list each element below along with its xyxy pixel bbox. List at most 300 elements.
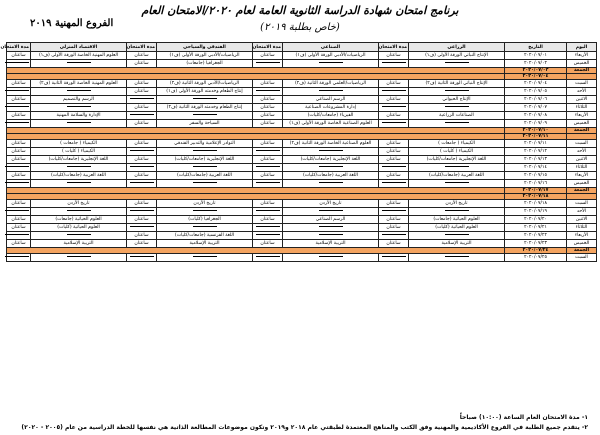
cell-d4: ساعتان bbox=[7, 140, 31, 148]
cell-agri: العلوم الحياتية (جامعات) bbox=[409, 216, 505, 224]
branch-label: الفروع المهنية ٢٠١٩ bbox=[30, 18, 114, 29]
cell-d3: ساعتان bbox=[127, 216, 157, 224]
cell-d2 bbox=[253, 224, 283, 232]
cell-home: الكيمياء ( كليات ) bbox=[31, 148, 127, 156]
table-header-row bbox=[7, 43, 597, 52]
cell-d1: ساعتان bbox=[379, 80, 409, 88]
cell-d3 bbox=[127, 164, 157, 172]
cell-ind bbox=[283, 180, 379, 188]
empty-dash bbox=[382, 234, 406, 235]
cell-d1: ساعتان bbox=[379, 140, 409, 148]
cell-date: ٢٠٢٠/٠٧/٠٢ bbox=[505, 60, 567, 68]
cell-agri: تاريخ الأردن bbox=[409, 200, 505, 208]
empty-dash bbox=[5, 62, 29, 63]
cell-d3 bbox=[127, 254, 157, 262]
cell-d1 bbox=[379, 60, 409, 68]
cell-home bbox=[31, 164, 127, 172]
cell-ind bbox=[283, 254, 379, 262]
cell-day: السبت bbox=[567, 200, 597, 208]
cell-date: ٢٠٢٠/٠٧/١٨ bbox=[505, 200, 567, 208]
cell-date: ٢٠٢٠/٠٧/٠٦ bbox=[505, 96, 567, 104]
empty-dash bbox=[67, 234, 91, 235]
empty-dash bbox=[193, 226, 217, 227]
cell-hotel: الرياضيات/الأدبي الورقة الأولى (ف١) bbox=[157, 52, 253, 60]
cell-d2 bbox=[253, 208, 283, 216]
cell-day: الثلاثاء bbox=[567, 224, 597, 232]
column-header: الزراعي bbox=[409, 43, 505, 52]
cell-hotel bbox=[157, 112, 253, 120]
empty-dash bbox=[256, 182, 280, 183]
separator-date: ٢٠٢٠/٠٧/٠٤ bbox=[505, 74, 567, 80]
cell-ind bbox=[283, 88, 379, 96]
cell-hotel: التربية الإسلامية bbox=[157, 240, 253, 248]
separator-date: ٢٠٢٠/٠٧/١١ bbox=[505, 134, 567, 140]
cell-home: تاريخ الأردن bbox=[31, 200, 127, 208]
cell-d1 bbox=[379, 120, 409, 128]
cell-d4: ساعتان bbox=[7, 172, 31, 180]
empty-dash bbox=[445, 90, 469, 91]
column-header: الاقتصاد المنزلي bbox=[31, 43, 127, 52]
empty-dash bbox=[5, 166, 29, 167]
cell-home bbox=[31, 120, 127, 128]
cell-date: ٢٠٢٠/٠٧/٠٨ bbox=[505, 112, 567, 120]
table-row bbox=[7, 104, 597, 112]
cell-day: الأربعاء bbox=[567, 172, 597, 180]
empty-dash bbox=[445, 166, 469, 167]
empty-dash bbox=[130, 210, 154, 211]
empty-dash bbox=[319, 256, 343, 257]
cell-ind: إدارة المشروعات الصناعية bbox=[283, 104, 379, 112]
cell-d2: ساعتان bbox=[253, 104, 283, 112]
cell-d1 bbox=[379, 254, 409, 262]
cell-d4: ساعتان bbox=[7, 52, 31, 60]
separator-day: الجمعة bbox=[567, 128, 597, 134]
cell-agri: الإنتاج الحيواني bbox=[409, 96, 505, 104]
cell-d4: ساعتان bbox=[7, 224, 31, 232]
cell-date: ٢٠٢٠/٠٧/١٥ bbox=[505, 172, 567, 180]
cell-hotel: الجغرافيا (جامعات) bbox=[157, 60, 253, 68]
cell-home: الكيمياء ( جامعات ) bbox=[31, 140, 127, 148]
empty-dash bbox=[256, 62, 280, 63]
cell-day: الأحد bbox=[567, 208, 597, 216]
cell-home: التربية الإسلامية bbox=[31, 240, 127, 248]
cell-hotel: السياحة والسفر bbox=[157, 120, 253, 128]
cell-d4: ساعتان bbox=[7, 240, 31, 248]
cell-d2: ساعتان bbox=[253, 216, 283, 224]
table-row bbox=[7, 112, 597, 120]
cell-ind bbox=[283, 232, 379, 240]
cell-hotel: الرياضيات/الأدبي الورقة الثانية (ف٢) bbox=[157, 80, 253, 88]
cell-date: ٢٠٢٠/٠٧/٢١ bbox=[505, 224, 567, 232]
cell-hotel bbox=[157, 254, 253, 262]
cell-d4 bbox=[7, 180, 31, 188]
empty-dash bbox=[445, 256, 469, 257]
empty-dash bbox=[445, 182, 469, 183]
cell-ind bbox=[283, 60, 379, 68]
cell-hotel: تاريخ الأردن bbox=[157, 200, 253, 208]
cell-d1: ساعتان bbox=[379, 96, 409, 104]
empty-dash bbox=[382, 122, 406, 123]
cell-ind: تاريخ الأردن bbox=[283, 200, 379, 208]
cell-d4 bbox=[7, 254, 31, 262]
cell-hotel: اللغة العربية (جامعات/كليات) bbox=[157, 172, 253, 180]
cell-d2: ساعتان bbox=[253, 96, 283, 104]
cell-agri: الإنتاج النباتي الورقة الثانية (ف٢) bbox=[409, 80, 505, 88]
column-header: مدة الامتحان bbox=[378, 44, 407, 50]
cell-day: الأربعاء bbox=[567, 232, 597, 240]
column-header: مدة الامتحان bbox=[0, 44, 29, 50]
cell-ind: الرسم الصناعي bbox=[283, 96, 379, 104]
separator-date: ٢٠٢٠/٠٧/٠٣ bbox=[505, 68, 567, 74]
empty-dash bbox=[382, 256, 406, 257]
empty-dash bbox=[5, 256, 29, 257]
cell-d4 bbox=[7, 232, 31, 240]
cell-d3: ساعتان bbox=[127, 156, 157, 164]
cell-date: ٢٠٢٠/٠٧/٠٤ bbox=[505, 80, 567, 88]
empty-dash bbox=[130, 226, 154, 227]
empty-dash bbox=[130, 150, 154, 151]
cell-hotel bbox=[157, 224, 253, 232]
cell-d4 bbox=[7, 120, 31, 128]
cell-date: ٢٠٢٠/٠٧/١٤ bbox=[505, 164, 567, 172]
cell-day: الخميس bbox=[567, 120, 597, 128]
cell-home bbox=[31, 208, 127, 216]
cell-d4 bbox=[7, 88, 31, 96]
cell-d4: ساعتان bbox=[7, 148, 31, 156]
cell-d2: ساعتان bbox=[253, 52, 283, 60]
table-row bbox=[7, 60, 597, 68]
empty-dash bbox=[319, 166, 343, 167]
empty-dash bbox=[193, 114, 217, 115]
empty-dash bbox=[5, 182, 29, 183]
empty-dash bbox=[193, 166, 217, 167]
cell-home: الإدارة والسلامة المهنية bbox=[31, 112, 127, 120]
empty-dash bbox=[67, 182, 91, 183]
cell-d3: ساعتان bbox=[127, 172, 157, 180]
cell-d2 bbox=[253, 88, 283, 96]
empty-dash bbox=[445, 234, 469, 235]
empty-dash bbox=[67, 62, 91, 63]
cell-d4 bbox=[7, 60, 31, 68]
cell-day: السبت bbox=[567, 140, 597, 148]
table-row bbox=[7, 164, 597, 172]
cell-agri bbox=[409, 254, 505, 262]
cell-d3: ساعتان bbox=[127, 104, 157, 112]
cell-d3 bbox=[127, 112, 157, 120]
cell-d2: ساعتان bbox=[253, 172, 283, 180]
cell-ind: الرياضيات/العلمي الورقة الثانية (ف٢) bbox=[283, 80, 379, 88]
empty-dash bbox=[256, 256, 280, 257]
cell-d1 bbox=[379, 164, 409, 172]
empty-dash bbox=[382, 62, 406, 63]
cell-day: الأربعاء bbox=[567, 112, 597, 120]
empty-dash bbox=[5, 234, 29, 235]
note-1: ١- مدة الامتحان العام الساعة (١٠:٠٠) صباحاً bbox=[459, 414, 588, 421]
cell-day: الثلاثاء bbox=[567, 164, 597, 172]
cell-day: الاثنين bbox=[567, 96, 597, 104]
empty-dash bbox=[319, 226, 343, 227]
table-row bbox=[7, 96, 597, 104]
cell-home bbox=[31, 180, 127, 188]
empty-dash bbox=[382, 90, 406, 91]
empty-dash bbox=[130, 166, 154, 167]
cell-hotel bbox=[157, 208, 253, 216]
empty-dash bbox=[130, 182, 154, 183]
cell-ind: الرياضيات/الأدبي الورقة الأولى (ف١) bbox=[283, 52, 379, 60]
empty-dash bbox=[319, 90, 343, 91]
cell-d3: ساعتان bbox=[127, 60, 157, 68]
separator-day: الجمعة bbox=[567, 248, 597, 254]
cell-ind: العلوم الصناعية الخاصة الورقة الأولى (ف١) bbox=[283, 120, 379, 128]
cell-date: ٢٠٢٠/٠٧/١٣ bbox=[505, 156, 567, 164]
table-row bbox=[7, 224, 597, 232]
cell-ind: العلوم الصناعية الخاصة الورقة الثانية (ف٢) bbox=[283, 140, 379, 148]
cell-agri bbox=[409, 232, 505, 240]
cell-ind: الفيزياء (جامعات/كليات) bbox=[283, 112, 379, 120]
empty-dash bbox=[67, 122, 91, 123]
table-row bbox=[7, 172, 597, 180]
cell-day: الاثنين bbox=[567, 156, 597, 164]
empty-dash bbox=[445, 122, 469, 123]
empty-dash bbox=[445, 210, 469, 211]
cell-home bbox=[31, 88, 127, 96]
cell-d2 bbox=[253, 60, 283, 68]
empty-dash bbox=[382, 166, 406, 167]
table-row bbox=[7, 208, 597, 216]
table-row bbox=[7, 140, 597, 148]
cell-d3: ساعتان bbox=[127, 240, 157, 248]
empty-dash bbox=[193, 98, 217, 99]
table-row bbox=[7, 200, 597, 208]
cell-d3: ساعتان bbox=[127, 140, 157, 148]
cell-d1 bbox=[379, 180, 409, 188]
cell-hotel: إنتاج الطعام وخدمته الورقة الثانية (ف٢) bbox=[157, 104, 253, 112]
cell-ind: اللغة الإنجليزية (جامعات/كليات) bbox=[283, 156, 379, 164]
cell-d4: ساعتان bbox=[7, 112, 31, 120]
cell-hotel bbox=[157, 96, 253, 104]
cell-agri bbox=[409, 180, 505, 188]
table-row bbox=[7, 148, 597, 156]
empty-dash bbox=[130, 114, 154, 115]
cell-day: الخميس bbox=[567, 240, 597, 248]
cell-date: ٢٠٢٠/٠٧/٠٩ bbox=[505, 120, 567, 128]
cell-date: ٢٠٢٠/٠٧/٠٧ bbox=[505, 104, 567, 112]
cell-d2: ساعتان bbox=[253, 112, 283, 120]
empty-dash bbox=[445, 106, 469, 107]
cell-date: ٢٠٢٠/٠٧/١١ bbox=[505, 140, 567, 148]
cell-d1: ساعتان bbox=[379, 240, 409, 248]
cell-hotel: اللغة الفرنسية (جامعات/كليات) bbox=[157, 232, 253, 240]
cell-day: السبت bbox=[567, 80, 597, 88]
cell-agri: الكيمياء ( جامعات ) bbox=[409, 140, 505, 148]
empty-dash bbox=[67, 106, 91, 107]
cell-hotel: إنتاج الطعام وخدمته الورقة الأولى (ف١) bbox=[157, 88, 253, 96]
cell-d1 bbox=[379, 232, 409, 240]
empty-dash bbox=[193, 150, 217, 151]
cell-d3: ساعتان bbox=[127, 120, 157, 128]
cell-hotel: التوادر الإعلامية والتدبير الفندقي bbox=[157, 140, 253, 148]
empty-dash bbox=[256, 90, 280, 91]
exam-schedule-table bbox=[0, 42, 597, 262]
cell-d1: ساعتان bbox=[379, 200, 409, 208]
cell-hotel: الجغرافيا (كليات) bbox=[157, 216, 253, 224]
cell-home: العلوم الحياتية (كليات) bbox=[31, 224, 127, 232]
separator-day: الجمعة bbox=[567, 188, 597, 194]
empty-dash bbox=[256, 226, 280, 227]
cell-agri: اللغة العربية (جامعات/كليات) bbox=[409, 172, 505, 180]
empty-dash bbox=[5, 210, 29, 211]
empty-dash bbox=[256, 166, 280, 167]
note-2: ٢- يتقدم جميع الطلبة في الفروع الأكاديمية والمهنية وفق الكتب والمناهج المعتمدة لطبقتي عام ٢٠١٨ و٢٠١٩ وتكون موضوعات المطالعة الذاتية هي نفسها للخطة الدراسية من عام (٢٠٠٥ - ٢٠٢٠) bbox=[21, 424, 588, 431]
cell-d4: ساعتان bbox=[7, 216, 31, 224]
cell-d4: ساعتان bbox=[7, 200, 31, 208]
empty-dash bbox=[319, 182, 343, 183]
column-header: الصناعي bbox=[283, 43, 379, 52]
table-row bbox=[7, 254, 597, 262]
cell-d2: ساعتان bbox=[253, 200, 283, 208]
cell-agri: الإنتاج النباتي الورقة الأولى (ف١) bbox=[409, 52, 505, 60]
cell-d1: ساعتان bbox=[379, 172, 409, 180]
table-row bbox=[7, 52, 597, 60]
separator-date: ٢٠٢٠/٠٧/٢٤ bbox=[505, 248, 567, 254]
cell-d1: ساعتان bbox=[379, 148, 409, 156]
empty-dash bbox=[193, 256, 217, 257]
cell-d3 bbox=[127, 96, 157, 104]
cell-date: ٢٠٢٠/٠٧/٢٣ bbox=[505, 240, 567, 248]
cell-d3: ساعتان bbox=[127, 80, 157, 88]
empty-dash bbox=[445, 62, 469, 63]
table-row bbox=[7, 156, 597, 164]
column-header: التاريخ bbox=[505, 43, 567, 52]
cell-d1 bbox=[379, 104, 409, 112]
cell-ind: اللغة العربية (جامعات/كليات) bbox=[283, 172, 379, 180]
cell-agri bbox=[409, 120, 505, 128]
empty-dash bbox=[193, 210, 217, 211]
cell-agri: الكيمياء ( كليات ) bbox=[409, 148, 505, 156]
cell-home: اللغة العربية (جامعات/كليات) bbox=[31, 172, 127, 180]
cell-d2 bbox=[253, 232, 283, 240]
cell-d1: ساعتان bbox=[379, 52, 409, 60]
page-title: برنامج امتحان شهادة الدراسة الثانوية العامة لعام ٢٠٢٠/الامتحان العام bbox=[141, 4, 459, 17]
cell-agri bbox=[409, 88, 505, 96]
cell-home: اللغة الإنجليزية (جامعات/كليات) bbox=[31, 156, 127, 164]
cell-agri bbox=[409, 208, 505, 216]
empty-dash bbox=[319, 62, 343, 63]
cell-date: ٢٠٢٠/٠٧/٢٥ bbox=[505, 254, 567, 262]
cell-d2: ساعتان bbox=[253, 80, 283, 88]
cell-hotel bbox=[157, 148, 253, 156]
table-row bbox=[7, 216, 597, 224]
cell-date: ٢٠٢٠/٠٧/١٩ bbox=[505, 208, 567, 216]
empty-dash bbox=[382, 182, 406, 183]
cell-d1: ساعتان bbox=[379, 216, 409, 224]
cell-date: ٢٠٢٠/٠٧/٠١ bbox=[505, 52, 567, 60]
cell-ind bbox=[283, 208, 379, 216]
cell-d1: ساعتان bbox=[379, 156, 409, 164]
table-row bbox=[7, 120, 597, 128]
empty-dash bbox=[130, 256, 154, 257]
cell-date: ٢٠٢٠/٠٧/٢٢ bbox=[505, 232, 567, 240]
cell-d2: ساعتان bbox=[253, 120, 283, 128]
cell-home: العلوم المهنية الخاصة الورقة الأولى (ف١) bbox=[31, 52, 127, 60]
cell-home bbox=[31, 104, 127, 112]
cell-day: الأحد bbox=[567, 148, 597, 156]
cell-d2: ساعتان bbox=[253, 140, 283, 148]
empty-dash bbox=[256, 150, 280, 151]
empty-dash bbox=[256, 210, 280, 211]
cell-day: الخميس bbox=[567, 60, 597, 68]
cell-d1 bbox=[379, 88, 409, 96]
cell-d4: ساعتان bbox=[7, 80, 31, 88]
cell-date: ٢٠٢٠/٠٧/٢٠ bbox=[505, 216, 567, 224]
table-row bbox=[7, 240, 597, 248]
empty-dash bbox=[67, 210, 91, 211]
empty-dash bbox=[382, 106, 406, 107]
cell-hotel: اللغة الإنجليزية (جامعات/كليات) bbox=[157, 156, 253, 164]
cell-ind: التربية الإسلامية bbox=[283, 240, 379, 248]
cell-agri bbox=[409, 164, 505, 172]
cell-ind bbox=[283, 224, 379, 232]
cell-d1: ساعتان bbox=[379, 112, 409, 120]
column-header: اليوم bbox=[567, 43, 597, 52]
separator-date: ٢٠٢٠/٠٧/١٨ bbox=[505, 194, 567, 200]
cell-d4 bbox=[7, 208, 31, 216]
cell-d1: ساعتان bbox=[379, 224, 409, 232]
empty-dash bbox=[5, 90, 29, 91]
empty-dash bbox=[130, 98, 154, 99]
cell-ind bbox=[283, 148, 379, 156]
cell-day: الثلاثاء bbox=[567, 104, 597, 112]
cell-d2 bbox=[253, 164, 283, 172]
empty-dash bbox=[67, 166, 91, 167]
cell-home bbox=[31, 254, 127, 262]
cell-d4: ساعتان bbox=[7, 96, 31, 104]
separator-day: الجمعة bbox=[567, 68, 597, 74]
separator-date: ٢٠٢٠/٠٧/١٧ bbox=[505, 188, 567, 194]
cell-day: الأحد bbox=[567, 88, 597, 96]
cell-d3: ساعتان bbox=[127, 232, 157, 240]
cell-day: الخميس bbox=[567, 180, 597, 188]
cell-agri: الصناعات الزراعية bbox=[409, 112, 505, 120]
cell-home: العلوم الحياتية (جامعات) bbox=[31, 216, 127, 224]
empty-dash bbox=[256, 234, 280, 235]
cell-agri: العلوم الحياتية (كليات) bbox=[409, 224, 505, 232]
column-header: مدة الامتحان bbox=[126, 44, 155, 50]
empty-dash bbox=[193, 182, 217, 183]
empty-dash bbox=[319, 150, 343, 151]
cell-d2: ساعتان bbox=[253, 240, 283, 248]
separator-date: ٢٠٢٠/٠٧/١٠ bbox=[505, 128, 567, 134]
page-subtitle: (خاص بطلبة ٢٠١٩) bbox=[260, 22, 340, 33]
empty-dash bbox=[319, 234, 343, 235]
table-row bbox=[7, 180, 597, 188]
empty-dash bbox=[67, 256, 91, 257]
cell-d2 bbox=[253, 180, 283, 188]
cell-home bbox=[31, 232, 127, 240]
cell-d4 bbox=[7, 104, 31, 112]
cell-home: الرسم والتصميم bbox=[31, 96, 127, 104]
cell-agri: اللغة الإنجليزية (جامعات/كليات) bbox=[409, 156, 505, 164]
empty-dash bbox=[382, 210, 406, 211]
cell-day: الأربعاء bbox=[567, 52, 597, 60]
cell-d2 bbox=[253, 254, 283, 262]
cell-date: ٢٠٢٠/٠٧/١٦ bbox=[505, 180, 567, 188]
cell-d4 bbox=[7, 164, 31, 172]
cell-day: الاثنين bbox=[567, 216, 597, 224]
cell-d3 bbox=[127, 180, 157, 188]
cell-date: ٢٠٢٠/٠٧/٠٥ bbox=[505, 88, 567, 96]
empty-dash bbox=[5, 122, 29, 123]
